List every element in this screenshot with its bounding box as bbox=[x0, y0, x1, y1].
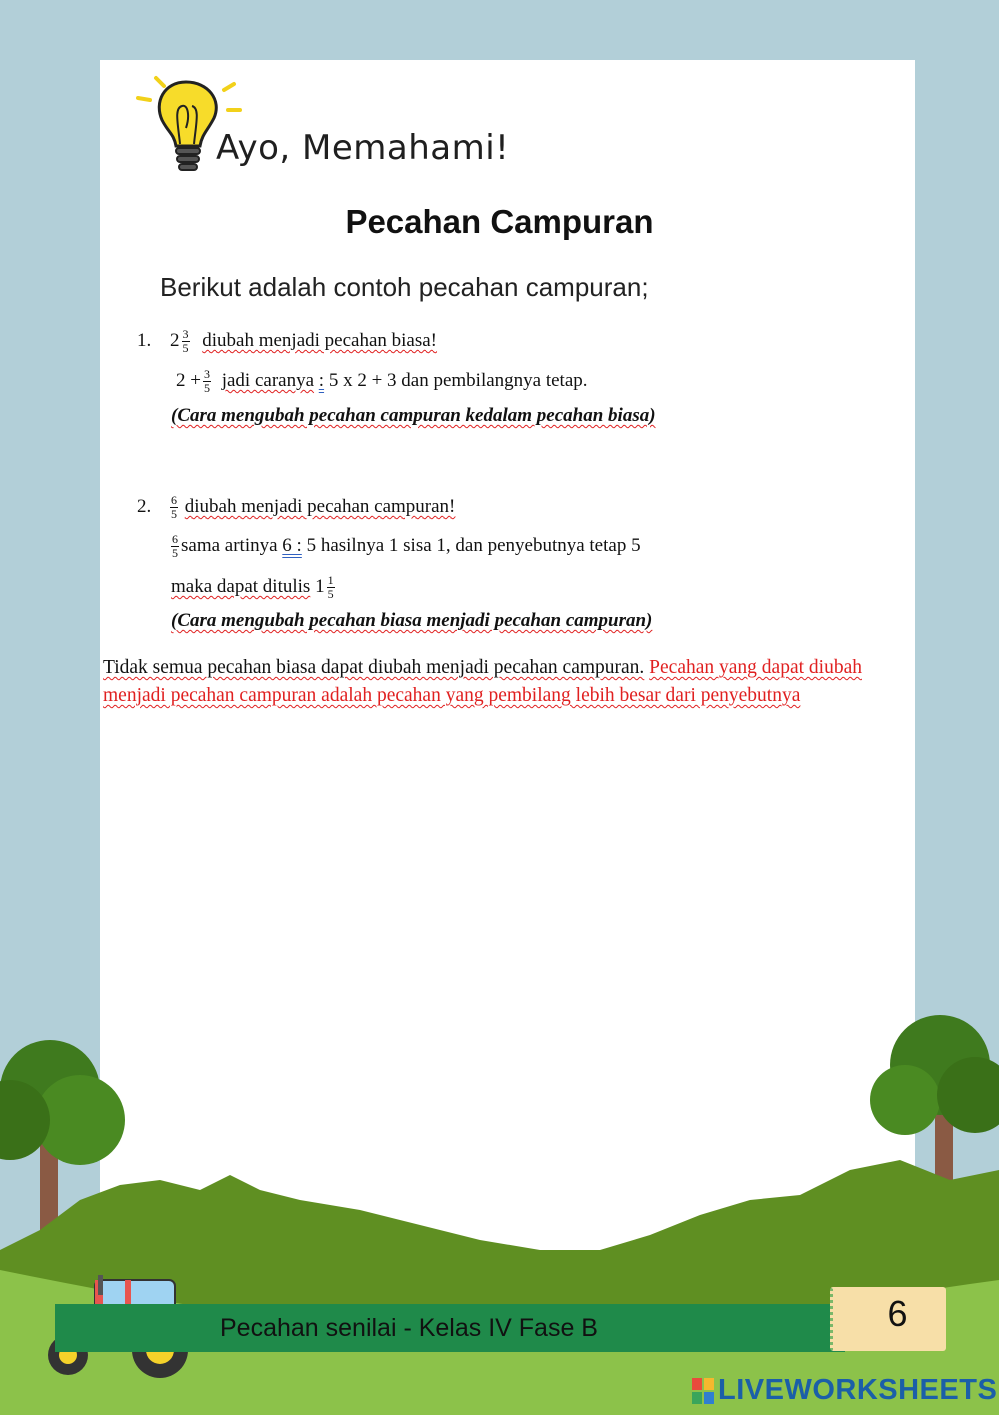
paragraph-red: Pecahan yang dapat diubah menjadi pecahan campuran adalah pecahan yang pembilang lebih besar dari penyebutnya bbox=[103, 657, 862, 706]
example-2-line-2-fraction: $\frac{6}{5}$ bbox=[172, 532, 178, 560]
page-title: Pecahan Campuran bbox=[345, 203, 654, 240]
explanation-paragraph bbox=[103, 654, 915, 710]
example-1-whole: 2 bbox=[170, 329, 180, 351]
example-2-line-3-fraction: $\frac{1}{5}$ bbox=[327, 573, 334, 601]
example-1-note: (Cara mengubah pecahan campuran kedalam pecahan biasa) bbox=[171, 405, 656, 426]
example-1-number: 1. bbox=[137, 329, 152, 351]
example-2-line-2: $\frac{6}{5}$ sama artinya 6 : 5 hasilnya 1 sisa 1, dan penyebutnya tetap 5 bbox=[172, 532, 641, 560]
example-2-number: 2. bbox=[137, 495, 152, 517]
paragraph-black: Tidak semua pecahan biasa dapat diubah menjadi pecahan campuran. bbox=[103, 657, 645, 678]
example-1-line-2-fraction: $\frac{3}{5}$ bbox=[203, 367, 210, 395]
example-2-line-1 bbox=[137, 494, 455, 521]
example-1-line-1 bbox=[137, 328, 437, 355]
example-2-text: diubah menjadi pecahan campuran! bbox=[184, 495, 456, 517]
intro-text: Berikut adalah contoh pecahan campuran; bbox=[160, 272, 649, 302]
footer-text: Pecahan senilai - Kelas IV Fase B bbox=[220, 1314, 598, 1342]
section-heading: Ayo, Memahami! bbox=[216, 128, 510, 168]
landscape-illustration bbox=[0, 1000, 999, 1415]
example-2-line-3: maka dapat ditulis 1 $\frac{1}{5}$ bbox=[171, 573, 334, 601]
liveworksheets-logo-icon bbox=[692, 1378, 714, 1404]
page-number: 6 bbox=[887, 1293, 908, 1334]
example-1-text: diubah menjadi pecahan biasa! bbox=[202, 329, 438, 351]
example-2-fraction: $\frac{6}{5}$ bbox=[171, 493, 177, 521]
example-1-line-2: 2 + $\frac{3}{5}$ jadi caranya : 5 x 2 + 3 dan pembilangnya tetap. bbox=[176, 367, 588, 395]
brand-text: LIVEWORKSHEETS bbox=[718, 1374, 998, 1406]
example-2-note: (Cara mengubah pecahan biasa menjadi pecahan campuran) bbox=[171, 610, 653, 631]
example-1-fraction: $\frac{3}{5}$ bbox=[182, 327, 189, 355]
